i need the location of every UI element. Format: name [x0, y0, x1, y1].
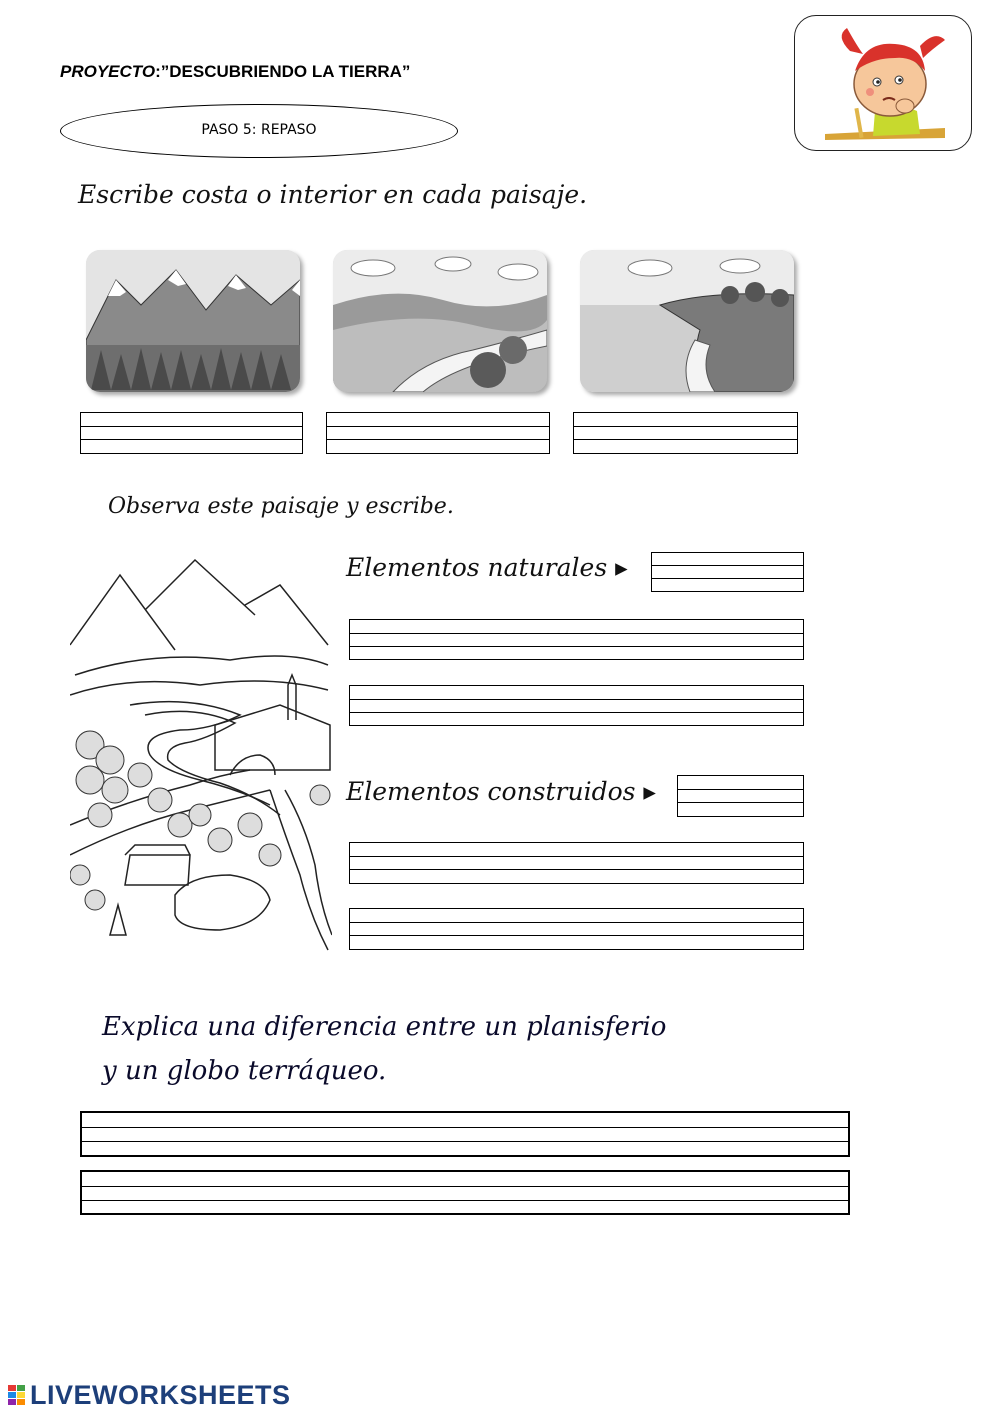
brand-footer: [8, 1380, 291, 1411]
picture-mountains: [86, 250, 300, 392]
liveworksheets-logo-icon: [8, 1385, 26, 1407]
natural-answer-line-2[interactable]: [349, 685, 804, 726]
instruction-explain-line-2: y un globo terráqueo.: [102, 1056, 387, 1086]
village-landscape-illustration: [70, 555, 332, 953]
picture-coast: [580, 250, 794, 392]
explain-answer-line-2[interactable]: [80, 1170, 850, 1215]
built-answer-line-1[interactable]: [349, 842, 804, 884]
brand-name: LIVEWORKSHEETS: [30, 1380, 291, 1410]
natural-elements-label: Elementos naturales ▸: [346, 553, 628, 582]
project-label: PROYECTO: [60, 62, 156, 81]
natural-answer-inline[interactable]: [651, 552, 804, 592]
step-ellipse: [60, 104, 458, 158]
instruction-explain: [102, 1005, 666, 1093]
explain-answer-line-1[interactable]: [80, 1111, 850, 1157]
answer-field-1[interactable]: [80, 412, 303, 454]
built-answer-inline[interactable]: [677, 775, 804, 817]
natural-answer-line-1[interactable]: [349, 619, 804, 660]
built-elements-label: Elementos construidos ▸: [346, 777, 656, 806]
coast-cliffs-illustration: [580, 250, 794, 392]
instruction-observe: Observa este paisaje y escribe.: [108, 494, 454, 519]
avatar-frame: [794, 15, 972, 151]
instruction-explain-line-1: Explica una diferencia entre un planisferio: [102, 1012, 667, 1042]
answer-field-3[interactable]: [573, 412, 798, 454]
answer-field-2[interactable]: [326, 412, 550, 454]
river-valley-illustration: [333, 250, 547, 392]
built-answer-line-2[interactable]: [349, 908, 804, 950]
step-label: PASO 5: REPASO: [201, 122, 317, 138]
thinking-girl-icon: [795, 16, 970, 149]
instruction-coast-interior: Escribe costa o interior en cada paisaje.: [78, 180, 588, 209]
mountains-forest-illustration: [86, 250, 300, 392]
project-name: :”DESCUBRIENDO LA TIERRA”: [155, 62, 411, 81]
village-drawing: [70, 555, 332, 953]
project-title: [60, 62, 410, 82]
picture-river: [333, 250, 547, 392]
